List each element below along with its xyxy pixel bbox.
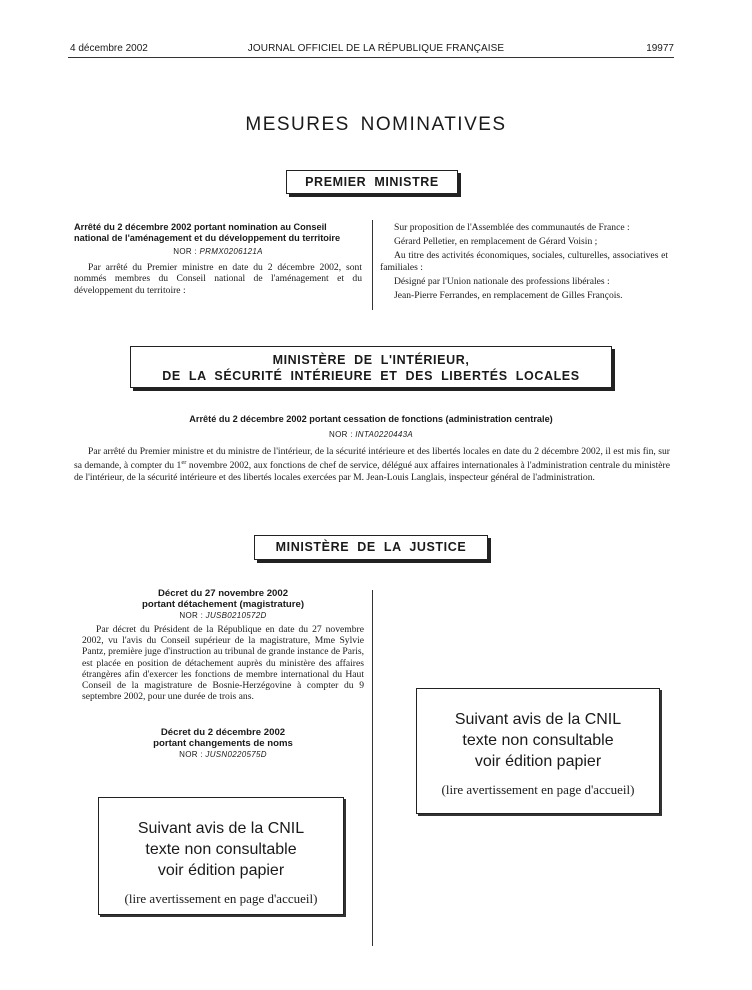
header-rule (68, 57, 674, 58)
nor-code: PRMX0206121A (199, 247, 263, 257)
nor-code: JUSB0210572D (205, 611, 267, 620)
cnil-line1: Suivant avis de la CNIL (454, 711, 622, 728)
decret-changements-noms (82, 727, 364, 759)
header-date: 4 décembre 2002 (70, 43, 148, 54)
column-divider (372, 590, 373, 946)
nor-line: NOR : INTA0220443A (329, 430, 413, 439)
paragraph: Jean-Pierre Ferrandes, en remplacement de Gilles François. (394, 290, 623, 302)
arrete-cessation-body: Par arrêté du Premier ministre et du ministre de l'intérieur, de la sécurité intérieure et des libertés locales en date du 2 décembre 2002, il est mis fin, sur sa demande, à compter du 1er novembre 2002, aux fonctions de chef de service, délégué aux affaires internationales à l'administration centrale du ministère de l'intérieur, de la sécurité intérieure et des libertés locales exercées par M. Jean-Louis Langlais, inspecteur général de l'administration. (74, 446, 670, 483)
column-divider (372, 220, 373, 310)
section-title: MESURES NOMINATIVES (245, 114, 507, 135)
ministry-label-line2: DE LA SÉCURITÉ INTÉRIEURE ET DES LIBERTÉS LOCALES (162, 369, 580, 383)
decret-heading: Décret du 27 novembre 2002 portant détachement (magistrature) (141, 588, 305, 610)
arrete-heading: Arrêté du 2 décembre 2002 portant nomination au Conseil national de l'aménagement et du développement du territoire (74, 222, 341, 243)
decret-body: Par décret du Président de la République en date du 27 novembre 2002, vu l'avis du Conseil supérieur de la magistrature, Mme Sylvie Pantz, première juge d'instruction au tribunal de grande instance de Paris, est placée en position de détachement auprès du ministère des affaires étrangères afin d'exercer les fonctions de membre international du Haut Conseil de la magistrature de Bosnie-Herzégovine à compter du 9 septembre 2002, pour une durée de trois ans. (82, 624, 364, 703)
ministry-label: PREMIER MINISTRE (305, 175, 439, 189)
arrete-intro: Par arrêté du Premier ministre en date du 2 décembre 2002, sont nommés membres du Conseil national de l'aménagement et du développement du territoire : (74, 262, 362, 296)
decret-heading: Décret du 2 décembre 2002 portant changements de noms (153, 727, 293, 749)
decret-detachement (82, 588, 364, 702)
cnil-notice-box-left (98, 797, 344, 915)
ministry-label: MINISTÈRE DE LA JUSTICE (275, 540, 467, 554)
cnil-note: (lire avertissement en page d'accueil) (441, 782, 635, 797)
header-journal-title: JOURNAL OFFICIEL DE LA RÉPUBLIQUE FRANÇAISE (247, 43, 505, 54)
cnil-line2: texte non consultable (462, 732, 614, 749)
paragraph: Sur proposition de l'Assemblée des communautés de France : (394, 222, 630, 233)
cnil-line2: texte non consultable (145, 841, 297, 858)
ministry-box-justice (254, 535, 488, 560)
arrete-cessation-heading: Arrêté du 2 décembre 2002 portant cessation de fonctions (administration centrale) (189, 414, 553, 424)
paragraph: Désigné par l'Union nationale des professions libérales : (394, 275, 610, 287)
paragraph: Au titre des activités économiques, sociales, culturelles, associatives et familiales : (380, 250, 668, 273)
nor-line: NOR : JUSB0210572D (179, 611, 267, 620)
cnil-line3: voir édition papier (474, 753, 602, 770)
header-page-number: 19977 (646, 43, 674, 54)
ministry-box-interieur (130, 346, 612, 388)
ministry-box-premier-ministre (286, 170, 458, 194)
arrete-nomination-right (380, 222, 668, 301)
nor-code: JUSN0220575D (205, 750, 267, 759)
cnil-notice-box-right (416, 688, 660, 814)
nor-line: NOR : PRMX0206121A (173, 247, 263, 257)
cnil-note: (lire avertissement en page d'accueil) (124, 891, 318, 906)
cnil-line3: voir édition papier (157, 862, 285, 879)
paragraph: Gérard Pelletier, en remplacement de Gérard Voisin ; (394, 236, 598, 248)
ministry-label-line1: MINISTÈRE DE L'INTÉRIEUR, (272, 353, 470, 367)
arrete-nomination-left (74, 222, 362, 296)
cnil-line1: Suivant avis de la CNIL (137, 820, 305, 837)
nor-line: NOR : JUSN0220575D (179, 750, 267, 759)
nor-code: INTA0220443A (355, 430, 413, 439)
